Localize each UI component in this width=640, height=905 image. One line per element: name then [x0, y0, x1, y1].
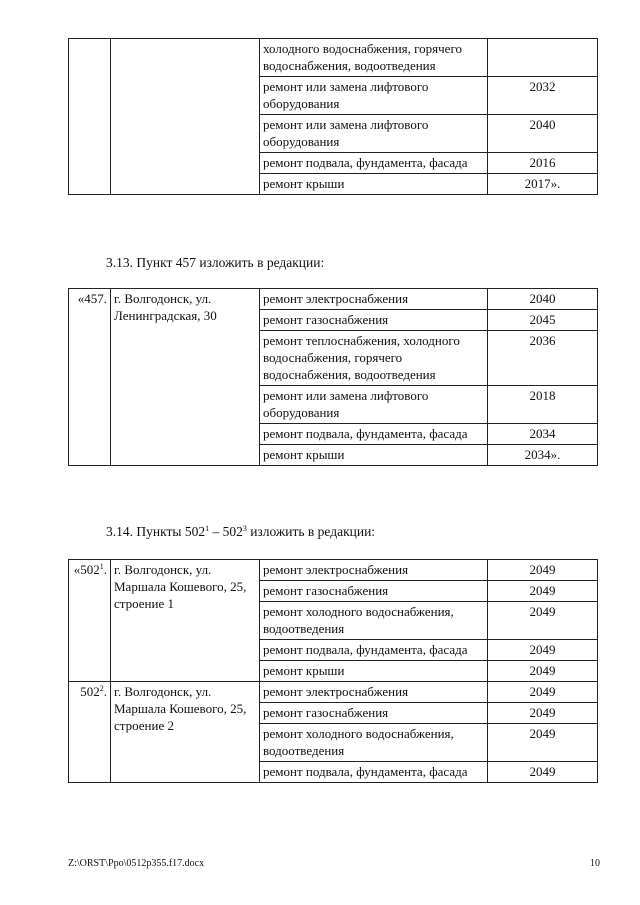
- paragraph-suffix: изложить в редакции:: [246, 524, 376, 539]
- table-row: [69, 560, 598, 581]
- year-cell: 2034: [488, 424, 598, 445]
- work-cell: ремонт теплоснабжения, холодного водоснабжения, горячего водоснабжения, водоотведения: [260, 331, 488, 386]
- year-cell: 2034».: [488, 445, 598, 466]
- work-cell: ремонт подвала, фундамента, фасада: [260, 762, 488, 783]
- address-cell: г. Волгодонск, ул. Маршала Кошевого, 25, строение 1: [111, 560, 260, 682]
- table-items-502: [68, 559, 598, 783]
- address-cell: [111, 39, 260, 195]
- year-cell: 2049: [488, 602, 598, 640]
- year-cell: 2049: [488, 581, 598, 602]
- work-cell: ремонт подвала, фундамента, фасада: [260, 640, 488, 661]
- paragraph-3-14: [106, 523, 375, 540]
- year-cell: 2049: [488, 640, 598, 661]
- year-cell: 2049: [488, 724, 598, 762]
- year-cell: 2036: [488, 331, 598, 386]
- address-cell: г. Волгодонск, ул. Ленинградская, 30: [111, 289, 260, 466]
- year-cell: 2018: [488, 386, 598, 424]
- number-cell: «457.: [69, 289, 111, 466]
- work-cell: ремонт электроснабжения: [260, 560, 488, 581]
- work-cell: холодного водоснабжения, горячего водоснабжения, водоотведения: [260, 39, 488, 77]
- year-cell: 2040: [488, 289, 598, 310]
- superscript: 2: [99, 684, 104, 693]
- work-cell: ремонт или замена лифтового оборудования: [260, 386, 488, 424]
- page-number: 10: [590, 858, 600, 869]
- table-item-457: [68, 288, 598, 466]
- year-cell: [488, 39, 598, 77]
- item-number-suffix: .: [103, 684, 107, 699]
- table-row: [69, 39, 598, 77]
- work-cell: ремонт крыши: [260, 445, 488, 466]
- year-cell: 2032: [488, 77, 598, 115]
- page-footer: [68, 855, 600, 872]
- table-row: [69, 682, 598, 703]
- table-continuation: [68, 38, 598, 195]
- file-path: Z:\ORST\Ppo\0512p355.f17.docx: [68, 858, 205, 869]
- work-cell: ремонт газоснабжения: [260, 310, 488, 331]
- item-number: «502: [73, 562, 100, 577]
- year-cell: 2049: [488, 661, 598, 682]
- year-cell: 2049: [488, 560, 598, 581]
- paragraph-3-13: 3.13. Пункт 457 изложить в редакции:: [106, 255, 325, 270]
- work-cell: ремонт электроснабжения: [260, 289, 488, 310]
- work-cell: ремонт газоснабжения: [260, 703, 488, 724]
- year-cell: 2049: [488, 762, 598, 783]
- paragraph-prefix: 3.14. Пункты 502: [106, 524, 206, 539]
- superscript: 1: [99, 562, 104, 571]
- work-cell: ремонт крыши: [260, 174, 488, 195]
- work-cell: ремонт крыши: [260, 661, 488, 682]
- number-cell: [69, 682, 111, 783]
- address-cell: г. Волгодонск, ул. Маршала Кошевого, 25, строение 2: [111, 682, 260, 783]
- paragraph-dash: – 502: [209, 524, 243, 539]
- year-cell: 2016: [488, 153, 598, 174]
- year-cell: 2040: [488, 115, 598, 153]
- work-cell: ремонт газоснабжения: [260, 581, 488, 602]
- table-row: [69, 289, 598, 310]
- item-number-suffix: .: [103, 562, 107, 577]
- year-cell: 2045: [488, 310, 598, 331]
- superscript: 1: [205, 524, 210, 533]
- year-cell: 2049: [488, 682, 598, 703]
- work-cell: ремонт холодного водоснабжения, водоотведения: [260, 724, 488, 762]
- number-cell: [69, 39, 111, 195]
- work-cell: ремонт электроснабжения: [260, 682, 488, 703]
- work-cell: ремонт холодного водоснабжения, водоотведения: [260, 602, 488, 640]
- work-cell: ремонт или замена лифтового оборудования: [260, 77, 488, 115]
- year-cell: 2049: [488, 703, 598, 724]
- year-cell: 2017».: [488, 174, 598, 195]
- superscript: 3: [242, 524, 247, 533]
- item-number: 502: [80, 684, 100, 699]
- work-cell: ремонт или замена лифтового оборудования: [260, 115, 488, 153]
- work-cell: ремонт подвала, фундамента, фасада: [260, 424, 488, 445]
- number-cell: [69, 560, 111, 682]
- work-cell: ремонт подвала, фундамента, фасада: [260, 153, 488, 174]
